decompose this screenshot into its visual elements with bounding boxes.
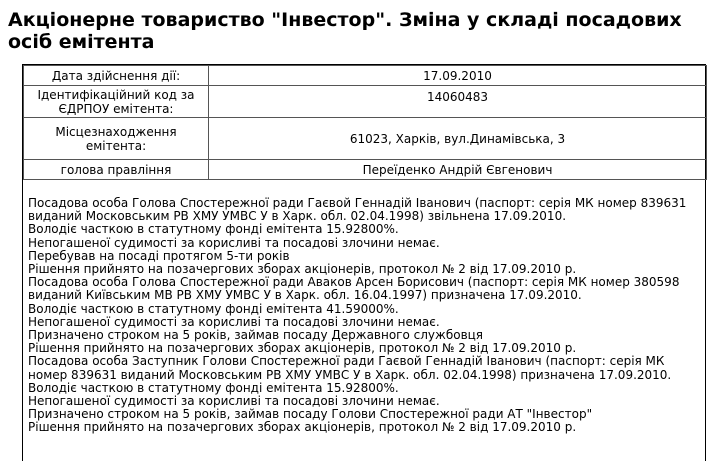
table-row — [24, 118, 707, 160]
info-value: 61023, Харків, вул.Динамівська, 3 — [209, 118, 707, 160]
table-row — [24, 66, 707, 86]
info-value: 17.09.2010 — [209, 66, 707, 86]
description-line: Посадова особа Голова Спостережної ради Аваков Арсен Борисович (паспорт: серія МК номер 380598 виданий Київським МВ РВ ХМУ УМВС У в Харк. обл. 16.04.1997) призначена 17.09.2010. — [28, 275, 680, 303]
info-label: голова правління — [24, 160, 209, 180]
description-text — [28, 197, 704, 435]
description-line: Рішення прийнято на позачергових зборах акціонерів, протокол № 2 від 17.09.2010 р. — [28, 262, 577, 277]
page-title: Акціонерне товариство "Інвестор". Зміна у складі посадових осіб емітента — [8, 9, 682, 53]
description-line: Перебував на посаді протягом 5-ти років — [28, 248, 290, 263]
description-line: Призначено строком на 5 років, займав посаду Голови Спостережної ради АТ "Інвестор" — [28, 407, 593, 422]
info-table — [23, 65, 707, 180]
info-value: 14060483 — [209, 86, 707, 118]
description-line: Посадова особа Голова Спостережної ради Гаєвой Геннадій Іванович (паспорт: серія МК номер 839631 виданий Московським РВ ХМУ УМВС У в Харк. обл. 02.04.1998) звільнена 17.09.2010. — [28, 196, 687, 224]
info-value: Переїденко Андрій Євгенович — [209, 160, 707, 180]
table-row — [24, 160, 707, 180]
description-line: Непогашеної судимості за корисливі та посадові злочини немає. — [28, 314, 440, 329]
description-line: Володіє часткою в статутному фонді емітента 15.92800%. — [28, 222, 399, 237]
description-line: Посадова особа Заступник Голови Спостережної ради Гаєвой Геннадій Іванович (паспорт: серія МК номер 839631 виданий Московським РВ ХМУ УМВС У в Харк. обл. 02.04.1998) призначена 17.09.2010. — [28, 354, 672, 382]
info-label: Дата здійснення дії: — [24, 66, 209, 86]
description-line: Рішення прийнято на позачергових зборах акціонерів, протокол № 2 від 17.09.2010 р. — [28, 341, 577, 356]
info-label: Ідентифікаційний код за ЄДРПОУ емітента: — [24, 86, 209, 118]
description-line: Рішення прийнято на позачергових зборах акціонерів, протокол № 2 від 17.09.2010 р. — [28, 420, 577, 435]
info-label: Місцезнаходження емітента: — [24, 118, 209, 160]
description-line: Володіє часткою в статутному фонді емітента 41.59000%. — [28, 301, 399, 316]
description-line: Призначено строком на 5 років, займав посаду Державного службовця — [28, 328, 484, 343]
description-line: Непогашеної судимості за корисливі та посадові злочини немає. — [28, 235, 440, 250]
description-line: Володіє часткою в статутному фонді емітента 15.92800%. — [28, 380, 399, 395]
table-row — [24, 86, 707, 118]
description-line: Непогашеної судимості за корисливі та посадові злочини немає. — [28, 394, 440, 409]
